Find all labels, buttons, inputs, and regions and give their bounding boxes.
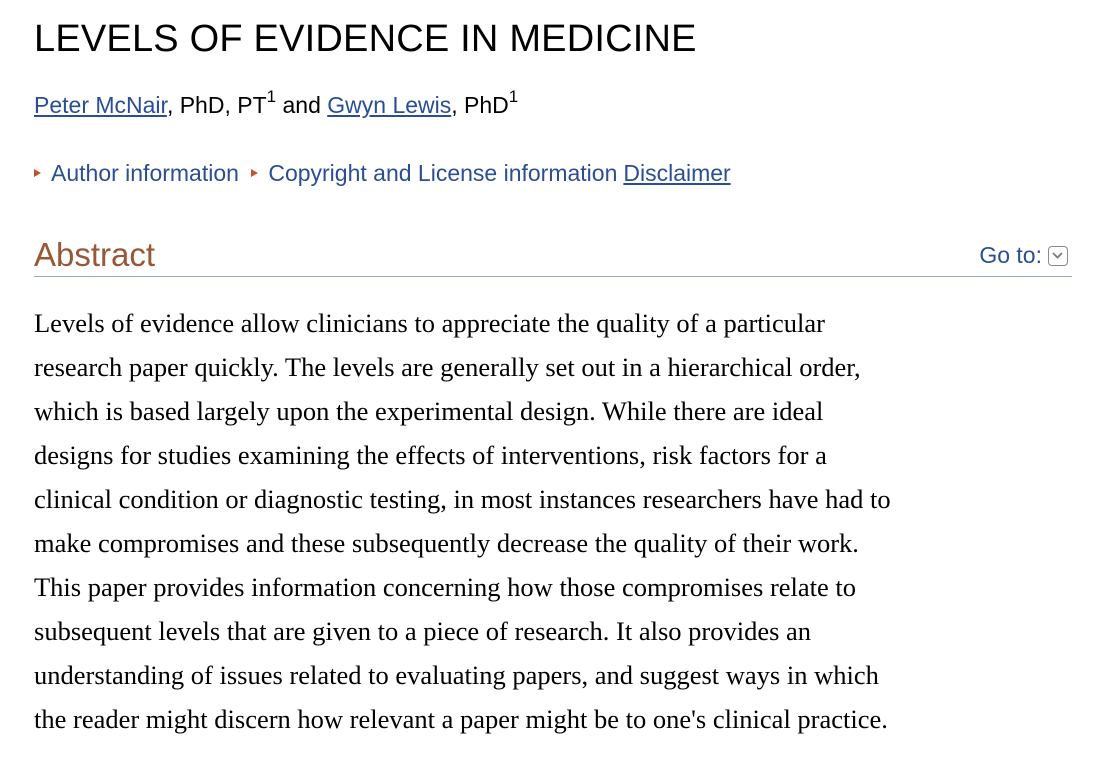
abstract-line: the reader might discern how relevant a paper might be to one's clinical practice. [34, 704, 888, 734]
author-affiliation-2: 1 [508, 87, 519, 106]
authors-joiner: and [276, 92, 328, 118]
abstract-body [34, 301, 1074, 741]
abstract-line: research paper quickly. The levels are generally set out in a hierarchical order, [34, 352, 861, 382]
abstract-line: which is based largely upon the experimental design. While there are ideal [34, 396, 824, 426]
abstract-heading: Abstract [34, 236, 156, 273]
author-credentials-2: , PhD [451, 92, 509, 118]
abstract-line: make compromises and these subsequently decrease the quality of their work. [34, 528, 859, 558]
abstract-section-header [34, 236, 1072, 277]
goto-label: Go to: [979, 242, 1042, 268]
author-list [34, 87, 519, 119]
author-credentials-1: , PhD, PT [166, 92, 267, 118]
disclaimer-link[interactable]: Disclaimer [623, 160, 731, 186]
goto-menu[interactable] [979, 242, 1068, 269]
triangle-right-icon [251, 169, 258, 177]
abstract-line: understanding of issues related to evaluating papers, and suggest ways in which [34, 660, 879, 690]
article-title: LEVELS OF EVIDENCE IN MEDICINE [34, 18, 697, 60]
abstract-line: designs for studies examining the effects of interventions, risk factors for a [34, 440, 827, 470]
copyright-license-toggle[interactable] [251, 160, 617, 187]
triangle-right-icon [34, 169, 41, 177]
article-info-links [34, 160, 731, 187]
author-information-toggle[interactable] [34, 160, 239, 187]
abstract-line: subsequent levels that are given to a piece of research. It also provides an [34, 616, 812, 646]
abstract-line: This paper provides information concerning how those compromises relate to [34, 572, 857, 602]
author-information-label: Author information [51, 160, 239, 186]
author-affiliation-1: 1 [266, 87, 277, 106]
copyright-license-label: Copyright and License information [268, 160, 618, 186]
abstract-line: clinical condition or diagnostic testing, in most instances researchers have had to [34, 484, 891, 514]
abstract-line: Levels of evidence allow clinicians to appreciate the quality of a particular [34, 308, 825, 338]
author-link-1[interactable]: Peter McNair [34, 92, 167, 118]
author-link-2[interactable]: Gwyn Lewis [327, 92, 452, 118]
chevron-down-icon [1048, 246, 1068, 266]
